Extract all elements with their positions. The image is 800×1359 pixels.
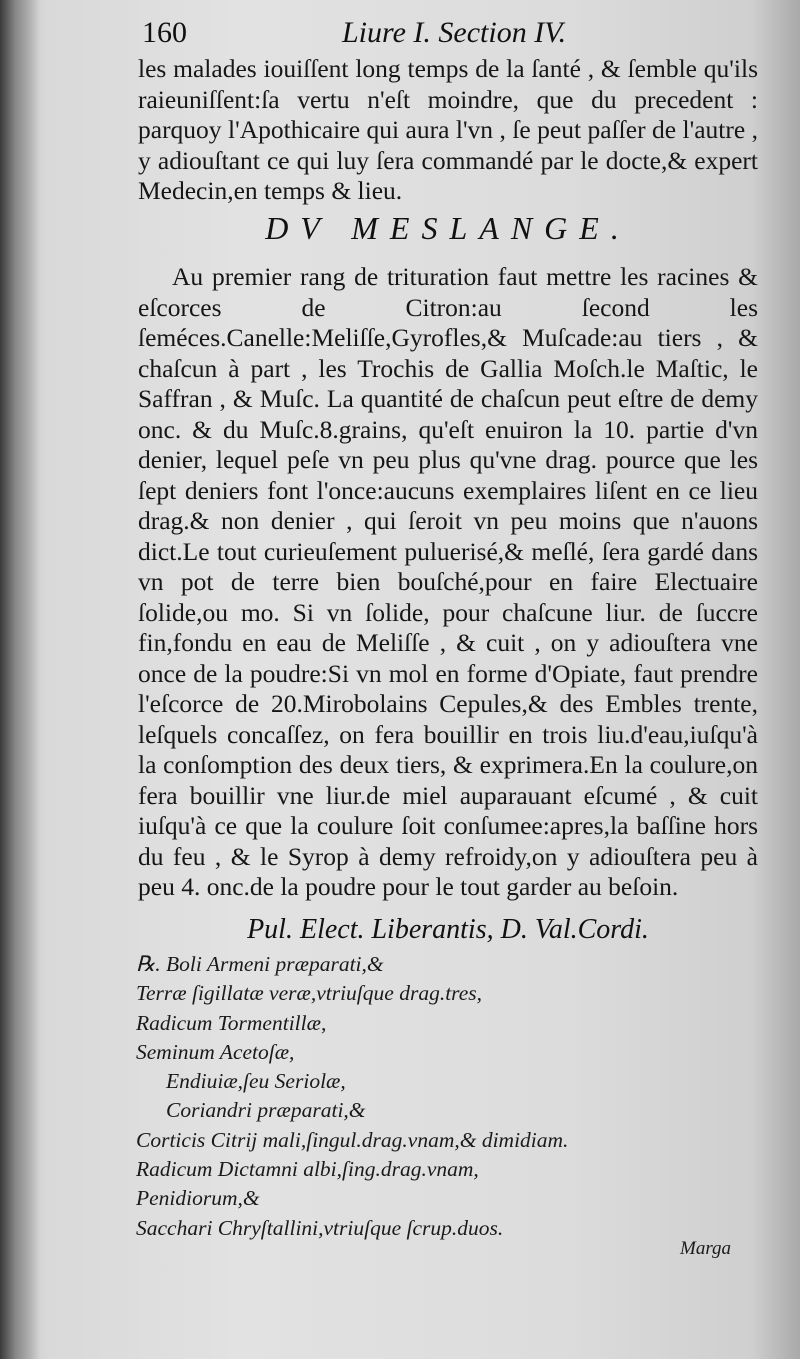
section-heading: DV MESLANGE. [265, 210, 631, 246]
recipe-line: ℞. Boli Armeni præparati,& [136, 952, 384, 976]
catchword: Marga [680, 1238, 732, 1259]
recipe-line: Radicum Tormentillæ, [136, 1010, 327, 1035]
recipe-title: Pul. Elect. Liberantis, D. Val.Cordi. [247, 914, 649, 945]
recipe-line: Sacchari Chryſtallini,vtriuſque ſcrup.duos. [136, 1215, 504, 1240]
page-header [142, 14, 612, 54]
recipe-line: Radicum Dictamni albi,ſing.drag.vnam, [136, 1157, 479, 1182]
recipe-list [136, 950, 756, 1243]
main-paragraph: Au premier rang de trituration faut mettre les racines & eſcorces de Citron:au ſecond les ſeméces.Canelle:Meliſſe,Gyrofles,& Muſcade:au tiers , & chaſcun à part , les Trochis de Gallia Moſch.le Maſtic, le Saffran , & Muſc. La quantité de chaſcun peut eſtre de demy onc. & du Muſc.8.grains, qu'eſt enuiron la 10. partie d'vn denier, lequel peſe vn peu plus qu'vne drag. pource que les ſept deniers font l'once:aucuns exemplaires liſent en ce lieu drag.& non denier , qui ſeroit vn peu moins que n'auons dict.Le tout curieuſement puluerisé,& meſlé, ſera gardé dans vn pot de terre bien bouſché,pour en faire Electuaire ſolide,ou mo. Si vn ſolide, pour chaſcune liur. de ſuccre fin,fondu en eau de Meliſſe , & cuit , on y adiouſtera vne once de la poudre:Si vn mol en forme d'Opiate, faut prendre l'eſcorce de 20.Mirobolains Cepules,& des Embles trente, leſquels concaſſez, on fera bouillir en trois liu.d'eau,iuſqu'à la conſomption des deux tiers, & exprimera.En la coulure,on fera bouillir vne liur.de miel auparauant eſcumé , & cuit iuſqu'à ce que la coulure ſoit conſumee:apres,la baſſine hors du feu , & le Syrop à demy refroidy,on y adiouſtera peu à peu 4. onc.de la poudre pour le tout garder au beſoin. [138, 262, 758, 901]
intro-paragraph: les malades iouiſſent long temps de la ſanté , & ſemble qu'ils raieuniſſent:ſa vertu n'eſt moindre, que du precedent : parquoy l'Apothicaire qui aura l'vn , ſe peut paſſer de l'autre , y adiouſtant ce qui luy ſera commandé par le docte,& expert Medecin,en temps & lieu. [138, 54, 758, 205]
recipe-line: Seminum Acetoſæ, [136, 1039, 295, 1064]
recipe-line: Penidiorum,& [136, 1186, 260, 1211]
recipe-line: Corticis Citrij mali,ſingul.drag.vnam,& dimidiam. [136, 1127, 569, 1152]
recipe-line: Endiuiæ,ſeu Seriolæ, [166, 1069, 346, 1094]
running-title: Liure I. Section IV. [342, 16, 567, 49]
recipe-line: Coriandri præparati,& [166, 1098, 366, 1123]
recipe-line: Terræ ſigillatæ veræ,vtriuſque drag.tres, [136, 981, 483, 1006]
page-number: 160 [142, 16, 187, 49]
binding-shadow [0, 0, 40, 1359]
